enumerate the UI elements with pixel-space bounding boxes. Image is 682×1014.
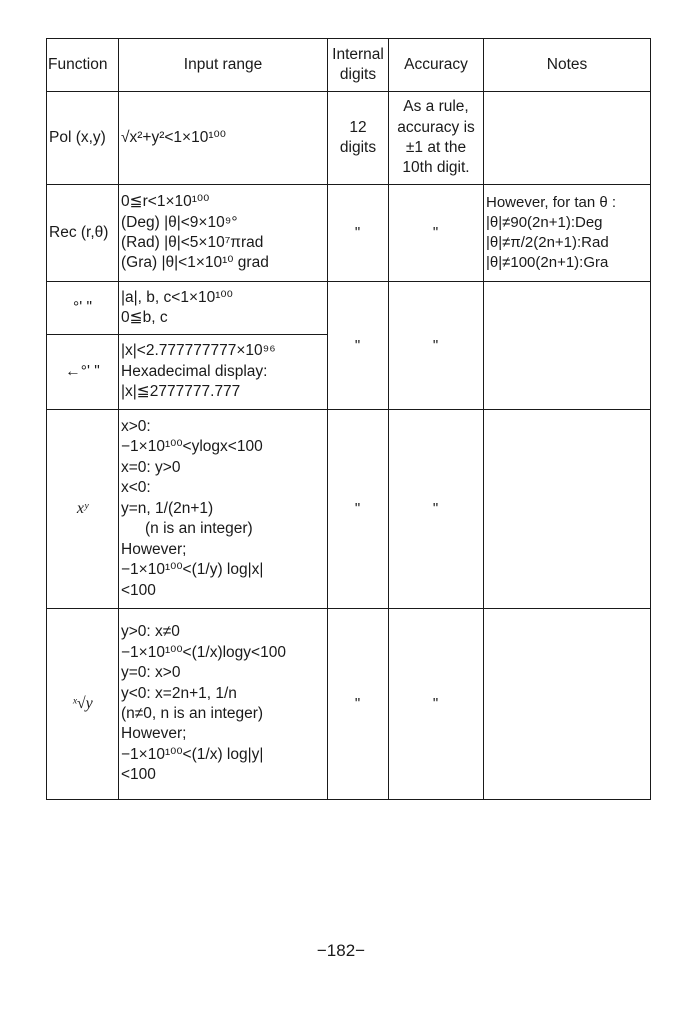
range-root-line1: y>0: x≠0 (121, 623, 180, 641)
function-spec-table (46, 38, 651, 800)
table-row-root (47, 609, 651, 800)
range-power-line5: y=n, 1/(2n+1) (121, 499, 214, 517)
notes-rec (484, 185, 651, 282)
header-internal-digits (328, 39, 389, 92)
range-power-line4: x<0: (121, 479, 151, 497)
header-input-range: Input range (119, 39, 328, 92)
accuracy-pol-line3: ±1 at the (405, 139, 467, 156)
range-root-line7: −1×10¹⁰⁰<(1/x) log|y| (121, 745, 264, 763)
function-power (47, 410, 119, 609)
range-pol (119, 92, 328, 185)
function-deg-reverse: ←°' " (47, 335, 119, 410)
digits-pol (328, 92, 389, 185)
table-row-rec (47, 185, 651, 282)
notes-rec-line3: |θ|≠π/2(2n+1):Rad (486, 234, 609, 251)
accuracy-power: " (389, 410, 484, 609)
range-root-line8: <100 (121, 766, 156, 784)
range-power-line1: x>0: (121, 417, 151, 435)
header-function: Function (47, 39, 119, 92)
notes-power (484, 410, 651, 609)
table-row-power (47, 410, 651, 609)
digits-pol-line1: 12 (349, 118, 367, 136)
range-rec-line2: (Deg) |θ|<9×10⁹° (121, 213, 238, 231)
digits-root: " (328, 609, 389, 800)
range-power (119, 410, 328, 609)
range-root-line2: −1×10¹⁰⁰<(1/x)logy<100 (121, 643, 286, 661)
header-internal-digits-line1: Internal (332, 45, 384, 63)
range-deg-reverse-line2: Hexadecimal display: (121, 362, 268, 380)
range-power-line9: <100 (121, 581, 156, 599)
function-rec: Rec (r,θ) (47, 185, 119, 282)
range-root-line3: y=0: x>0 (121, 664, 181, 682)
table-row-deg (47, 282, 651, 335)
accuracy-root: " (389, 609, 484, 800)
function-power-label: xʸ (76, 500, 89, 518)
notes-pol (484, 92, 651, 185)
function-root (47, 609, 119, 800)
range-rec-line4: (Gra) |θ|<1×10¹⁰ grad (121, 254, 269, 272)
accuracy-deg: " (389, 282, 484, 410)
range-power-line3: x=0: y>0 (121, 458, 181, 476)
range-pol-line: √x²+y²<1×10¹⁰⁰ (121, 128, 226, 146)
range-deg (119, 282, 328, 335)
range-deg-line2: 0≦b, c (121, 309, 168, 326)
digits-pol-line2: digits (339, 139, 377, 156)
range-deg-line1: |a|, b, c<1×10¹⁰⁰ (121, 288, 233, 306)
range-power-line2: −1×10¹⁰⁰<ylogx<100 (121, 438, 263, 456)
range-root-line4: y<0: x=2n+1, 1/n (121, 684, 237, 702)
range-deg-reverse (119, 335, 328, 410)
range-rec (119, 185, 328, 282)
header-notes: Notes (484, 39, 651, 92)
header-row (47, 39, 651, 92)
range-deg-reverse-line1: |x|<2.777777777×10⁹⁶ (121, 342, 276, 360)
accuracy-pol-line2: accuracy is (397, 118, 475, 136)
function-pol: Pol (x,y) (47, 92, 119, 185)
header-internal-digits-line2: digits (339, 66, 377, 83)
table-row-pol (47, 92, 651, 185)
accuracy-rec: " (389, 185, 484, 282)
range-root-line5: (n≠0, n is an integer) (121, 705, 264, 722)
function-root-label: ˣ√y (72, 695, 93, 713)
accuracy-pol-line1: As a rule, (403, 98, 469, 116)
header-accuracy: Accuracy (389, 39, 484, 92)
notes-deg (484, 282, 651, 410)
function-deg: °' " (47, 282, 119, 335)
range-root (119, 609, 328, 800)
notes-root (484, 609, 651, 800)
accuracy-pol (389, 92, 484, 185)
page-number: −182− (316, 941, 366, 960)
notes-rec-line1: However, for tan θ : (486, 194, 617, 212)
range-deg-reverse-line3: |x|≦2777777.777 (121, 383, 241, 401)
range-root-line6: However; (121, 725, 187, 743)
notes-rec-line2: |θ|≠90(2n+1):Deg (486, 214, 603, 232)
digits-rec: " (328, 185, 389, 282)
notes-rec-line4: |θ|≠100(2n+1):Gra (486, 253, 609, 271)
digits-deg: " (328, 282, 389, 410)
range-power-line8: −1×10¹⁰⁰<(1/y) log|x| (121, 561, 264, 579)
accuracy-pol-line4: 10th digit. (402, 159, 470, 177)
range-power-line6: (n is an integer) (145, 520, 253, 538)
range-rec-line1: 0≦r<1×10¹⁰⁰ (121, 193, 210, 211)
range-rec-line3: (Rad) |θ|<5×10⁷πrad (121, 234, 264, 251)
range-power-line7: However; (121, 540, 187, 558)
digits-power: " (328, 410, 389, 609)
